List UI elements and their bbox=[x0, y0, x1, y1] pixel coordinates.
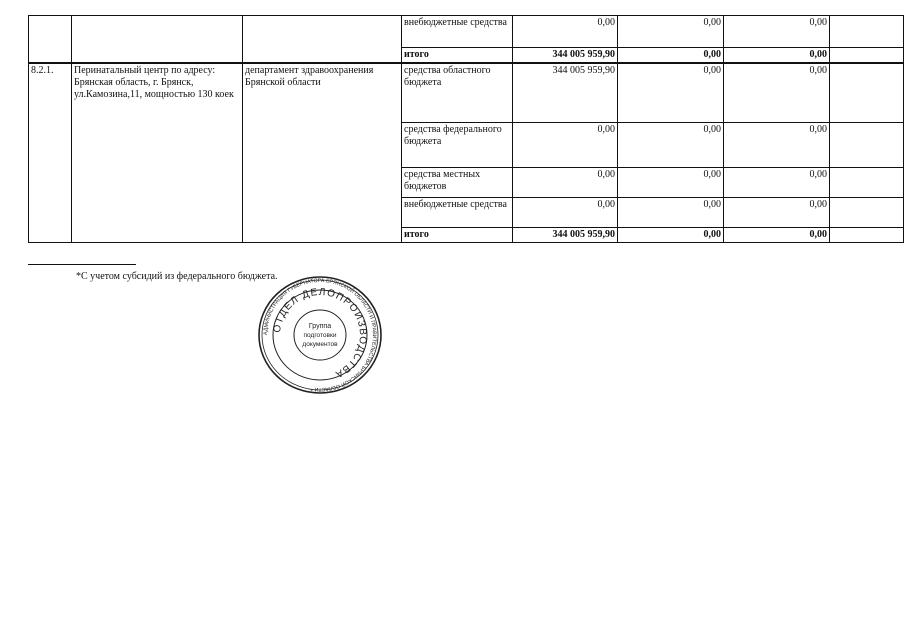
source-cell: внебюджетные средства bbox=[402, 197, 513, 227]
amount-cell: 0,00 bbox=[618, 63, 724, 122]
amount-cell: 0,00 bbox=[724, 197, 830, 227]
empty-cell bbox=[830, 197, 904, 227]
empty-cell bbox=[830, 63, 904, 122]
budget-table bbox=[28, 15, 904, 243]
stamp-mid-text: ОТДЕЛ ДЕЛОПРОИЗВОДСТВА bbox=[271, 286, 369, 380]
source-cell: внебюджетные средства bbox=[402, 16, 513, 48]
item-executor: департамент здравоохранения Брянской области bbox=[243, 63, 402, 242]
amount-cell: 0,00 bbox=[724, 122, 830, 167]
source-cell: средства федерального бюджета bbox=[402, 122, 513, 167]
stamp-center-line: документов bbox=[302, 341, 338, 348]
amount-cell: 0,00 bbox=[618, 16, 724, 48]
empty-cell bbox=[830, 167, 904, 197]
amount-cell: 0,00 bbox=[513, 122, 618, 167]
empty-cell bbox=[830, 48, 904, 64]
stamp-center-line: подготовки bbox=[303, 332, 337, 339]
amount-cell: 0,00 bbox=[618, 167, 724, 197]
prev-number-cell bbox=[29, 16, 72, 64]
amount-cell: 0,00 bbox=[724, 167, 830, 197]
amount-cell: 0,00 bbox=[618, 197, 724, 227]
amount-cell: 0,00 bbox=[513, 167, 618, 197]
total-amount-cell: 0,00 bbox=[618, 48, 724, 64]
footnote: *С учетом субсидий из федерального бюджета. bbox=[76, 271, 278, 282]
amount-cell: 0,00 bbox=[513, 16, 618, 48]
office-stamp bbox=[256, 275, 384, 395]
amount-cell: 0,00 bbox=[724, 16, 830, 48]
total-amount-cell: 0,00 bbox=[724, 227, 830, 242]
stamp-center-line: Группа bbox=[308, 323, 332, 330]
source-cell: средства местных бюджетов bbox=[402, 167, 513, 197]
empty-cell bbox=[830, 16, 904, 48]
total-label-cell: итого bbox=[402, 48, 513, 64]
total-label-cell: итого bbox=[402, 227, 513, 242]
empty-cell bbox=[830, 122, 904, 167]
total-amount-cell: 344 005 959,90 bbox=[513, 48, 618, 64]
prev-name-cell bbox=[72, 16, 243, 64]
total-amount-cell: 344 005 959,90 bbox=[513, 227, 618, 242]
item-number: 8.2.1. bbox=[29, 63, 72, 242]
item-name: Перинатальный центр по адресу: Брянская область, г. Брянск, ул.Камозина,11, мощностью 130 коек bbox=[72, 63, 243, 242]
amount-cell: 0,00 bbox=[513, 197, 618, 227]
stamp-outer-text: АДМИНИСТРАЦИЯ ГУБЕРНАТОРА БРЯНСКОЙ ОБЛАСТИ И ПРАВИТЕЛЬСТВА БРЯНСКОЙ ОБЛАСТИ * bbox=[262, 277, 378, 393]
prev-executor-cell bbox=[243, 16, 402, 64]
amount-cell: 344 005 959,90 bbox=[513, 63, 618, 122]
amount-cell: 0,00 bbox=[724, 63, 830, 122]
footnote-divider bbox=[28, 264, 136, 265]
source-cell: средства областного бюджета bbox=[402, 63, 513, 122]
total-amount-cell: 0,00 bbox=[724, 48, 830, 64]
empty-cell bbox=[830, 227, 904, 242]
amount-cell: 0,00 bbox=[618, 122, 724, 167]
total-amount-cell: 0,00 bbox=[618, 227, 724, 242]
